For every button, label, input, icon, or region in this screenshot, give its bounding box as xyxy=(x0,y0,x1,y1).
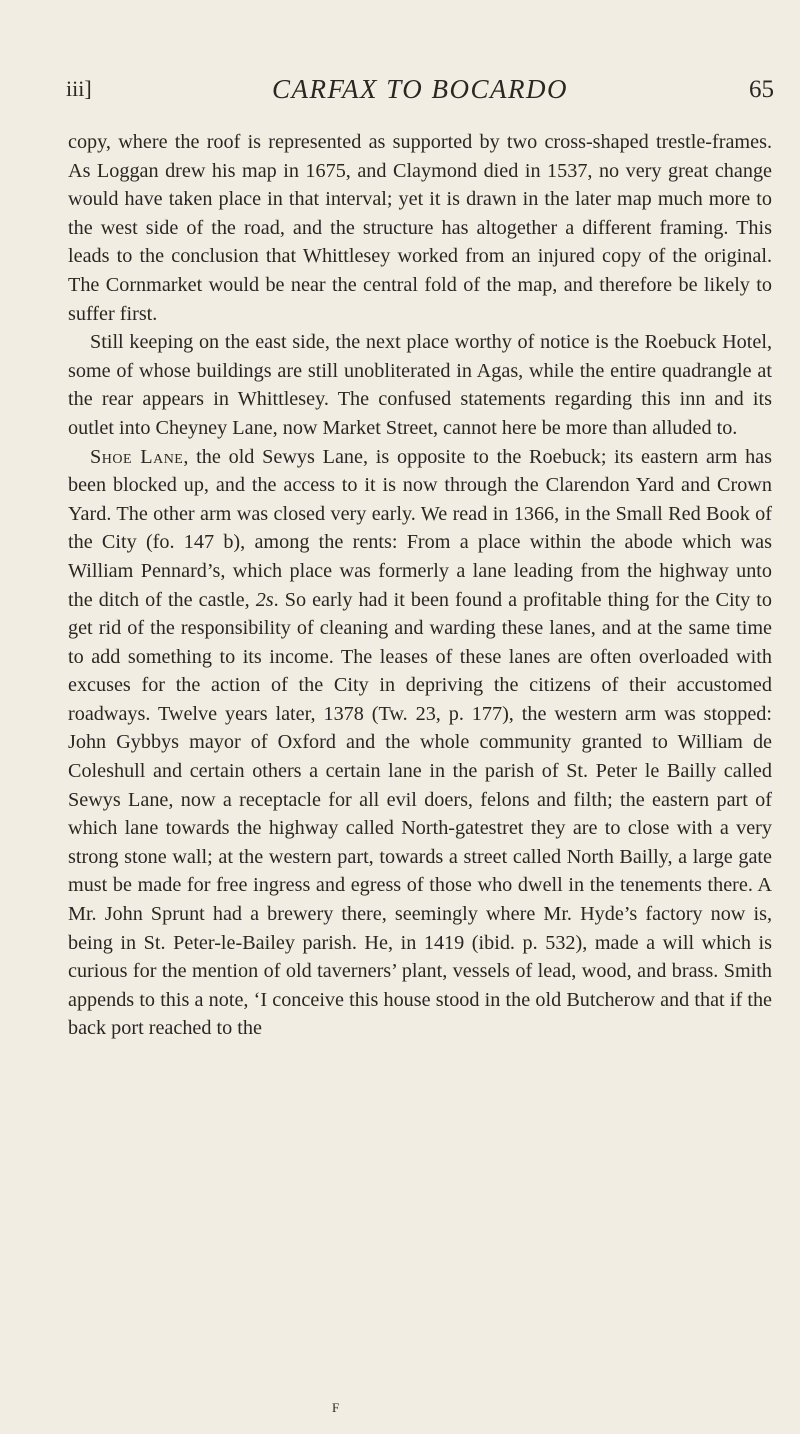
lane-name-heading: Shoe Lane xyxy=(90,445,184,468)
page-number: 65 xyxy=(749,76,774,103)
paragraph-1: copy, where the roof is represented as supported by two cross-shaped trestle-frames. As Loggan drew his map in 1675, and Claymond died in 1537, no very great change would have taken place in that interval; yet it is drawn in the later map much more to the west side of the road, and the structure has altogether a different framing. This leads to the conclusion that Whittlesey worked from an injured copy of the original. The Cornmarket would be near the central fold of the map, and therefore be likely to suffer first. xyxy=(68,131,772,325)
paragraph-3-text-b: . So early had it been found a profitable thing for the City to get rid of the responsibility of cleaning and warding these lanes, and at the same time to add something to its income. The leases of these lanes are often overloaded with excuses for the action of the City in depriving the citizens of their accustomed roadways. Twelve years later, 1378 (Tw. 23, p. 177), the western arm was stopped: John Gybbys mayor of Oxford and the whole community granted to William de Coleshull and certain others a certain lane in the parish of St. Peter le Bailly called Sewys Lane, now a receptacle for all evil doers, felons and filth; the eastern part of which lane towards the highway called North-gatestret they are to close with a very strong stone wall; at the western part, towards a street called North Bailly, a large gate must be made for free ingress and egress of those who dwell in the tenements there. A Mr. John Sprunt had a brewery there, seemingly where Mr. Hyde’s factory now is, being in St. Peter-le-Bailey parish. He, in 1419 (ibid. p. 532), made a will which is curious for the mention of old taverners’ plant, vessels of lead, wood, and brass. Smith appends to this a note, ‘I conceive this house stood in the old Butcherow and that if the back port reached to the xyxy=(68,588,772,1040)
paragraph-3-text-a: , the old Sewys Lane, is opposite to the Roebuck; its eastern arm has been blocked up, and the access to it is now through the Clarendon Yard and Crown Yard. The other arm was closed very early. We read in 1366, in the Small Red Book of the City (fo. 147 b), among the rents: From a place within the abode which was William Pennard’s, which place was formerly a lane leading from the highway unto the ditch of the castle, xyxy=(68,445,772,611)
running-head xyxy=(66,70,774,110)
paragraph-2: Still keeping on the east side, the next place worthy of notice is the Roebuck Hotel, some of whose buildings are still unobliterated in Agas, while the entire quadrangle at the rear appears in Whittlesey. The confused statements regarding this inn and its outlet into Cheyney Lane, now Market Street, cannot here be more than alluded to. xyxy=(68,331,772,439)
shillings-amount: 2s xyxy=(255,588,274,611)
body-text xyxy=(68,128,772,1043)
paragraph-3 xyxy=(68,443,772,1043)
signature-mark: F xyxy=(332,1400,340,1415)
running-title: CARFAX TO BOCARDO xyxy=(271,74,568,104)
chapter-number: iii] xyxy=(66,76,92,101)
